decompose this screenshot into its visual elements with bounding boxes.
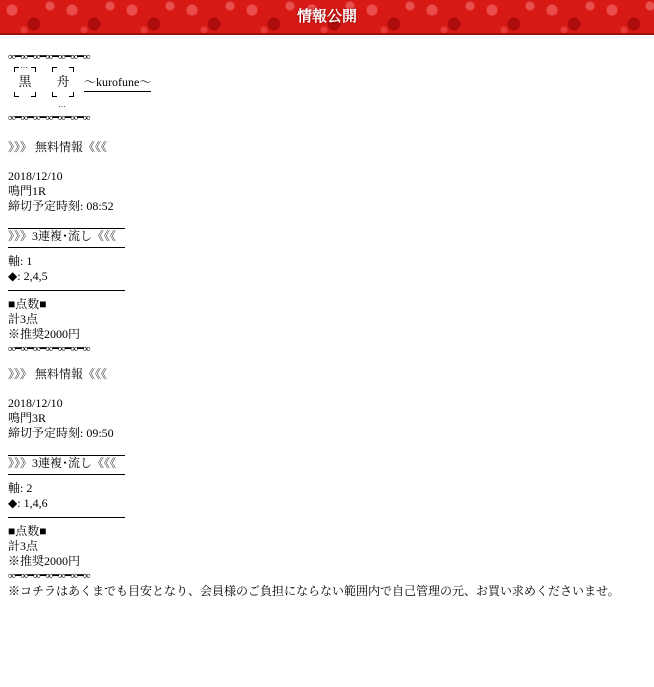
- decorative-divider: ∞━∞━∞━∞━∞━∞━∞: [8, 112, 90, 124]
- free-info-post: [8, 140, 654, 342]
- post-date: 2018/12/10: [8, 169, 63, 183]
- post-bet-type: 》》》3連複･流し《《《: [8, 456, 117, 470]
- post-heading: 》》》 無料情報《《《: [8, 140, 108, 154]
- post-race: 鳴門3R: [8, 411, 47, 425]
- logo-dots-bottom: …: [58, 100, 67, 109]
- decorative-divider: ∞━∞━∞━∞━∞━∞━∞: [8, 570, 90, 582]
- disclaimer-text: ※コチラはあくまでも目安となり、会員様のご負担にならない範囲内で自己管理の元、お買い求めくださいませ。: [8, 584, 620, 598]
- decorative-divider: ∞━∞━∞━∞━∞━∞━∞: [8, 343, 90, 355]
- post-date: 2018/12/10: [8, 396, 63, 410]
- main-content: [0, 35, 654, 599]
- logo-dots-top: …: [20, 61, 29, 70]
- post-points-total: 計3点: [8, 312, 39, 326]
- page-header: [0, 0, 654, 35]
- post-points-title: ■点数■: [8, 297, 47, 311]
- post-bet-type: 》》》3連複･流し《《《: [8, 229, 117, 243]
- logo-suffix-text: 〜kurofune〜: [84, 75, 151, 92]
- post-recommend: ※推奨2000円: [8, 327, 81, 341]
- free-info-post: [8, 367, 654, 569]
- post-axis: 軸: 1: [8, 254, 33, 268]
- logo-char-fune: 舟: [56, 74, 70, 89]
- post-partners: ◆: 1,4,6: [8, 496, 48, 510]
- post-axis: 軸: 2: [8, 481, 33, 495]
- page-title: 情報公開: [296, 7, 357, 25]
- post-points-title: ■点数■: [8, 524, 47, 538]
- post-heading: 》》》 無料情報《《《: [8, 367, 108, 381]
- post-deadline: 締切予定時刻: 09:50: [8, 426, 114, 440]
- post-race: 鳴門1R: [8, 184, 47, 198]
- post-recommend: ※推奨2000円: [8, 554, 81, 568]
- post-points-total: 計3点: [8, 539, 39, 553]
- logo-kanji-box-1: [14, 61, 36, 97]
- logo-char-kuro: 黒: [18, 74, 32, 89]
- decorative-divider: ∞━∞━∞━∞━∞━∞━∞: [8, 51, 90, 63]
- kurofune-logo: [8, 61, 654, 111]
- post-partners: ◆: 2,4,5: [8, 269, 48, 283]
- logo-kanji-box-2: [52, 67, 74, 109]
- post-deadline: 締切予定時刻: 08:52: [8, 199, 114, 213]
